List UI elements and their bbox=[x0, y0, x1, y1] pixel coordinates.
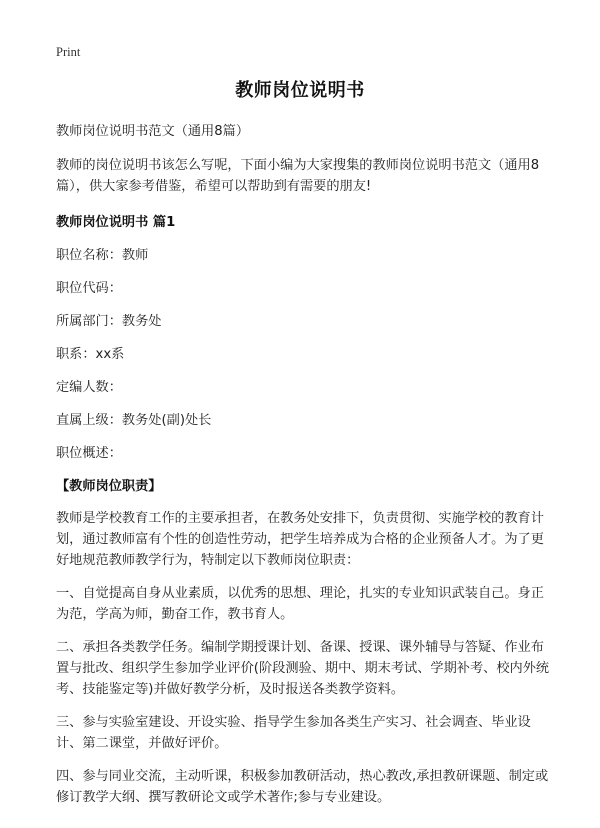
intro-paragraph: 教师的岗位说明书该怎么写呢，下面小编为大家搜集的教师岗位说明书范文（通用8篇），供大家参考借鉴，希望可以帮助到有需要的朋友! bbox=[56, 158, 540, 194]
duty-item-4: 四、参与同业交流，主动听课，积极参加教研活动，热心教改,承担教研课题、制定或修订教学大纲、撰写教研论文或学术著作;参与专业建设。 bbox=[56, 769, 549, 805]
field-position-name: 职位名称：教师 bbox=[56, 248, 149, 263]
duties-heading: 【教师岗位职责】 bbox=[56, 479, 162, 494]
page-title: 教师岗位说明书 bbox=[235, 80, 365, 101]
section-heading: 教师岗位说明书 篇1 bbox=[56, 215, 176, 230]
duty-item-1: 一、自觉提高自身从业素质，以优秀的思想、理论，扎实的专业知识武装自己。身正为范，学高为师，勤奋工作，教书育人。 bbox=[56, 586, 544, 622]
field-job-series: 职系：xx系 bbox=[56, 347, 125, 362]
duty-item-2: 二、承担各类教学任务。编制学期授课计划、备课、授课、课外辅导与答疑、作业布置与批改、组织学生参加学业评价(阶段测验、期中、期末考试、学期补考、校内外统考、技能鉴定等)并做好教学分析，及时报送各类教学资料。 bbox=[56, 640, 550, 697]
duty-item-3: 三、参与实验室建设、开设实验、指导学生参加各类生产实习、社会调查、毕业设计、第二课堂，并做好评价。 bbox=[56, 715, 531, 751]
field-headcount: 定编人数： bbox=[56, 380, 122, 395]
duties-intro-paragraph: 教师是学校教育工作的主要承担者，在教务处安排下，负责贯彻、实施学校的教育计划，通过教师富有个性的创造性劳动，把学生培养成为合格的企业预备人才。为了更好地规范教师教学行为，特制定以下教师岗位职责： bbox=[56, 511, 544, 568]
field-position-code: 职位代码： bbox=[56, 281, 122, 296]
document-body bbox=[56, 121, 554, 820]
field-position-overview: 职位概述： bbox=[56, 446, 122, 461]
field-direct-supervisor: 直属上级：教务处(副)处长 bbox=[56, 413, 212, 428]
document-subtitle: 教师岗位说明书范文（通用8篇） bbox=[56, 124, 250, 139]
field-department: 所属部门：教务处 bbox=[56, 314, 162, 329]
print-link[interactable]: Print bbox=[56, 45, 81, 59]
